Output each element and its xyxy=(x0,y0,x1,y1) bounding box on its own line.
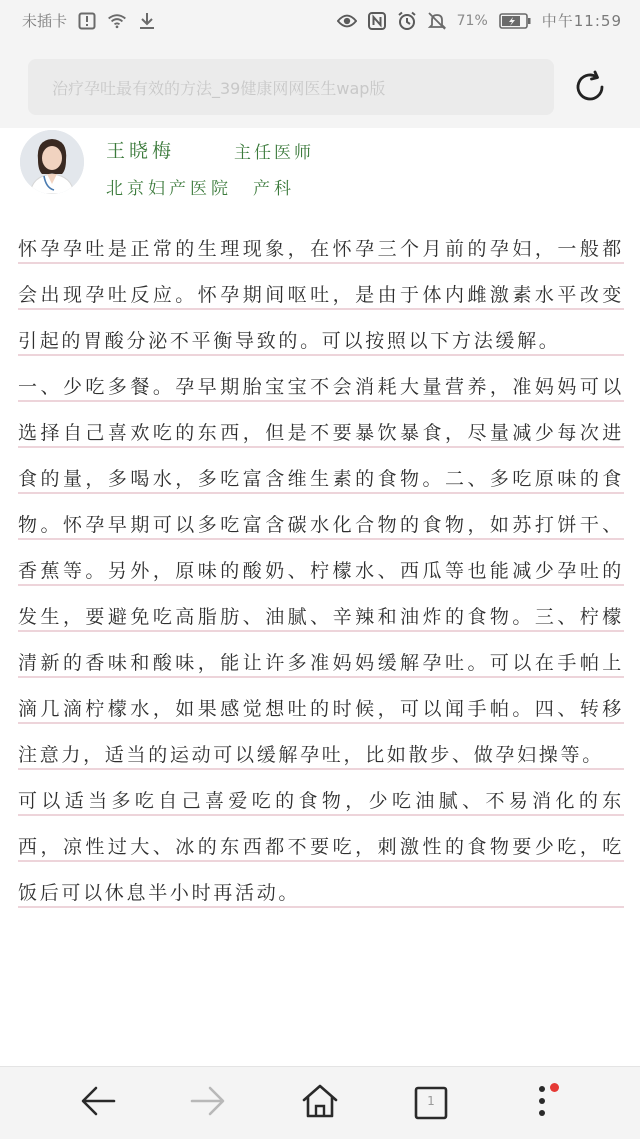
status-left xyxy=(22,10,157,31)
download-icon xyxy=(137,11,157,31)
reload-button[interactable] xyxy=(570,69,610,109)
author-organization: 北京妇产医院 产科 xyxy=(106,179,295,199)
article-paragraph: 怀孕孕吐是正常的生理现象，在怀孕三个月前的孕妇，一般都会出现孕吐反应。怀孕期间呕吐，是由于体内雌激素水平改变引起的胃酸分泌不平衡导致的。可以按照以下方法缓解。 xyxy=(18,226,624,364)
article-paragraph: 可以适当多吃自己喜爱吃的食物，少吃油腻、不易消化的东西，凉性过大、冰的东西都不要吃，刺激性的食物要少吃，吃饭后可以休息半小时再活动。 xyxy=(18,778,624,916)
reload-icon xyxy=(573,70,607,108)
alarm-icon xyxy=(397,11,417,31)
author-name: 王晓梅 xyxy=(106,140,176,162)
more-vertical-icon xyxy=(536,1083,548,1123)
nfc-icon xyxy=(367,11,387,31)
battery-percent: 71% xyxy=(456,12,488,29)
url-field[interactable]: 治疗孕吐最有效的方法_39健康网网医生wap版 xyxy=(28,59,554,115)
notification-dot xyxy=(550,1083,559,1092)
article-body xyxy=(18,226,624,916)
mute-icon xyxy=(427,11,447,31)
author-card xyxy=(20,130,620,200)
wifi-icon xyxy=(107,11,127,31)
clock: 中午11:59 xyxy=(541,12,622,30)
page-content xyxy=(0,128,640,1064)
address-bar xyxy=(0,44,640,128)
article-paragraph: 一、少吃多餐。孕早期胎宝宝不会消耗大量营养，准妈妈可以选择自己喜欢吃的东西，但是不要暴饮暴食，尽量减少每次进食的量，多喝水，多吃富含维生素的食物。二、多吃原味的食物。怀孕早期可以多吃富含碳水化合物的食物，如苏打饼干、香蕉等。另外，原味的酸奶、柠檬水、西瓜等也能减少孕吐的发生，要避免吃高脂肪、油腻、辛辣和油炸的食物。三、柠檬清新的香味和酸味，能让许多准妈妈缓解孕吐。可以在手帕上滴几滴柠檬水，如果感觉想吐的时候，可以闻手帕。四、转移注意力，适当的运动可以缓解孕吐，比如散步、做孕妇操等。 xyxy=(18,364,624,778)
avatar xyxy=(20,130,84,194)
forward-button[interactable] xyxy=(184,1079,232,1127)
status-bar xyxy=(0,0,640,44)
home-button[interactable] xyxy=(296,1079,344,1127)
tabs-icon xyxy=(414,1086,448,1120)
tabs-button[interactable] xyxy=(407,1079,455,1127)
bottom-nav xyxy=(0,1066,640,1139)
back-arrow-icon xyxy=(78,1083,118,1123)
status-right xyxy=(337,10,622,31)
carrier-label: 未插卡 xyxy=(22,12,68,30)
battery-icon xyxy=(498,11,532,31)
eye-icon xyxy=(337,11,357,31)
forward-arrow-icon xyxy=(188,1083,228,1123)
menu-button[interactable] xyxy=(518,1079,566,1127)
home-icon xyxy=(300,1082,340,1124)
back-button[interactable] xyxy=(74,1079,122,1127)
author-title: 主任医师 xyxy=(234,143,314,163)
tab-count: 1 xyxy=(427,1094,435,1108)
alert-icon xyxy=(77,11,97,31)
